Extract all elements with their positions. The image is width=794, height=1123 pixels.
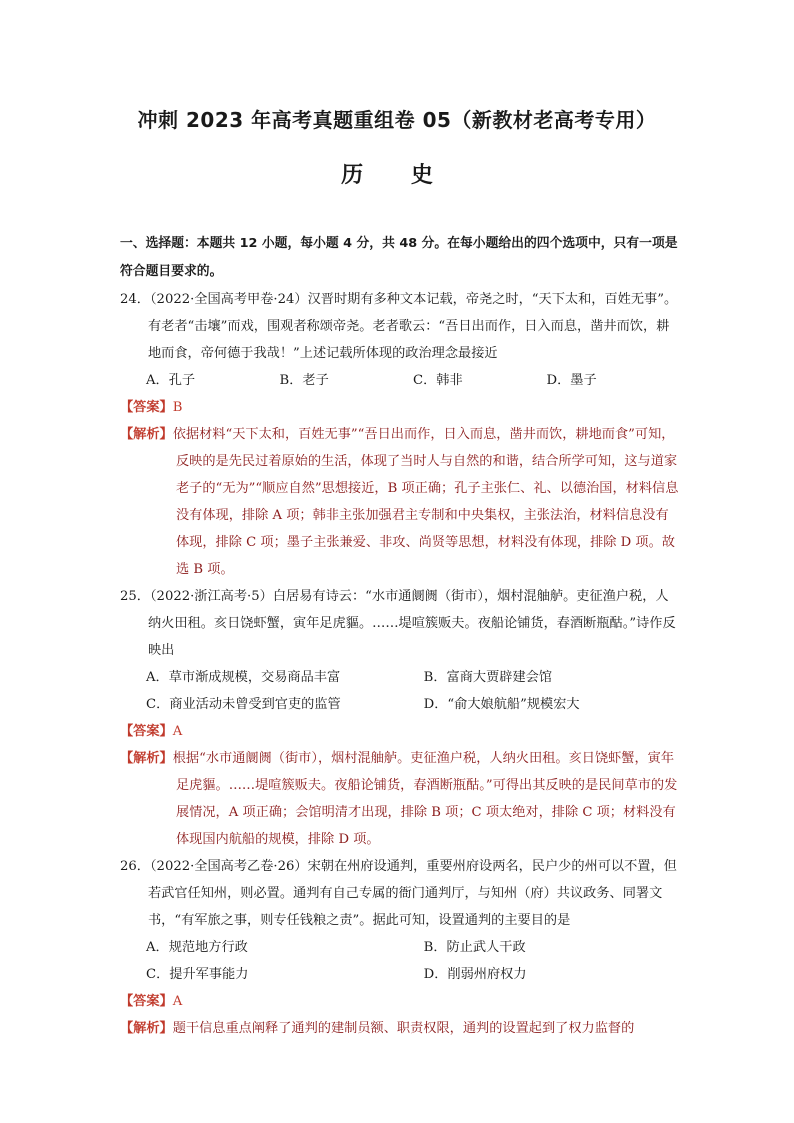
answer-line	[120, 718, 680, 745]
question-stem: 25．（2022·浙江高考·5）白居易有诗云：“水市通阛阓（街市），烟村混舳舻。吏征渔户税，人纳火田租。亥日饶虾蟹，寅年足虎貙。……堤喧簇贩夫。夜船论铺货，春酒断瓶酤。”诗作反映出	[120, 589, 676, 658]
content-body	[120, 230, 680, 1042]
analysis-text: 题干信息重点阐释了通判的建制员额、职责权限，通判的设置起到了权力监督的	[172, 1021, 635, 1036]
option-list	[120, 664, 680, 718]
analysis-tag: 【解析】	[120, 751, 173, 766]
analysis-tag: 【解析】	[120, 1021, 173, 1036]
question-24	[120, 286, 680, 583]
answer-tag: 【答案】	[120, 724, 173, 739]
answer-tag: 【答案】	[120, 400, 173, 415]
answer-line	[120, 988, 680, 1015]
answer-value: A	[172, 994, 183, 1009]
analysis-block	[120, 1015, 680, 1042]
analysis-tag: 【解析】	[120, 427, 173, 442]
option-list	[120, 934, 680, 988]
analysis-block	[120, 745, 680, 853]
analysis-text: 根据“水市通阛阓（街市），烟村混舳舻。吏征渔户税，人纳火田租。亥日饶虾蟹，寅年足虎貙。……堤喧簇贩夫。夜船论铺货，春酒断瓶酤。”可得出其反映的是民间草市的发展情况，A 项正确；会馆明清才出现，排除 B 项；C 项太绝对，排除 C 项；材料没有体现国内航船的规模，排除 D 项。	[172, 751, 678, 847]
option-a: A．草市渐成规模，交易商品丰富	[146, 670, 341, 685]
option-d: D．“俞大娘航船”规模宏大	[423, 697, 580, 712]
analysis-block	[120, 421, 680, 583]
analysis-text: 依据材料“天下太和，百姓无事”“吾日出而作，日入而息，凿井而饮，耕地而食”可知，反映的是先民过着原始的生活，体现了当时人与自然的和谐，结合所学可知，这与道家老子的“无为”“顺应自然”思想接近，B 项正确；孔子主张仁、礼、以德治国，材料信息没有体现，排除 A 项；韩非主张加强君主专制和中央集权，主张法治，材料信息没有体现，排除 C 项；墨子主张兼爱、非攻、尚贤等思想，材料没有体现，排除 D 项。故选 B 项。	[172, 427, 679, 577]
answer-tag: 【答案】	[120, 994, 173, 1009]
option-a: A．规范地方行政	[146, 940, 248, 955]
question-stem: 24．（2022·全国高考甲卷·24）汉晋时期有多种文本记载，帝尧之时，“天下太和，百姓无事”。有老者“击壤”而戏，围观者称颂帝尧。老者歌云：“吾日出而作，日入而息，凿井而饮，耕地而食，帝何德于我哉！”上述记载所体现的政治理念最接近	[120, 292, 678, 361]
option-c: C．商业活动未曾受到官吏的监管	[146, 697, 341, 712]
option-c: C．提升军事能力	[146, 967, 249, 982]
option-b: B．富商大贾辟建会馆	[423, 670, 553, 685]
option-b: B．防止武人干政	[423, 940, 526, 955]
question-25	[120, 583, 680, 853]
page-title: 冲刺 2023 年高考真题重组卷 05（新教材老高考专用）	[137, 108, 657, 132]
option-a: A．孔子	[146, 373, 196, 388]
question-26	[120, 853, 680, 1042]
question-stem: 26．（2022·全国高考乙卷·26）宋朝在州府设通判，重要州府设两名，民户少的州可以不置，但若武官任知州，则必置。通判有自己专属的衙门通判厅，与知州（府）共议政务、同署文书，“有军旅之事，则专任钱粮之责”。据此可知，设置通判的主要目的是	[120, 859, 677, 928]
option-list	[120, 367, 680, 394]
section-header: 一、选择题：本题共 12 小题，每小题 4 分，共 48 分。在每小题给出的四个选项中，只有一项是符合题目要求的。	[120, 236, 678, 279]
subject-heading: 历 史	[341, 163, 453, 188]
option-d: D．削弱州府权力	[423, 967, 527, 982]
answer-line	[120, 394, 680, 421]
option-d: D．墨子	[546, 373, 597, 388]
answer-value: B	[172, 400, 183, 415]
answer-value: A	[172, 724, 183, 739]
option-b: B．老子	[279, 373, 329, 388]
option-c: C．韩非	[413, 373, 463, 388]
